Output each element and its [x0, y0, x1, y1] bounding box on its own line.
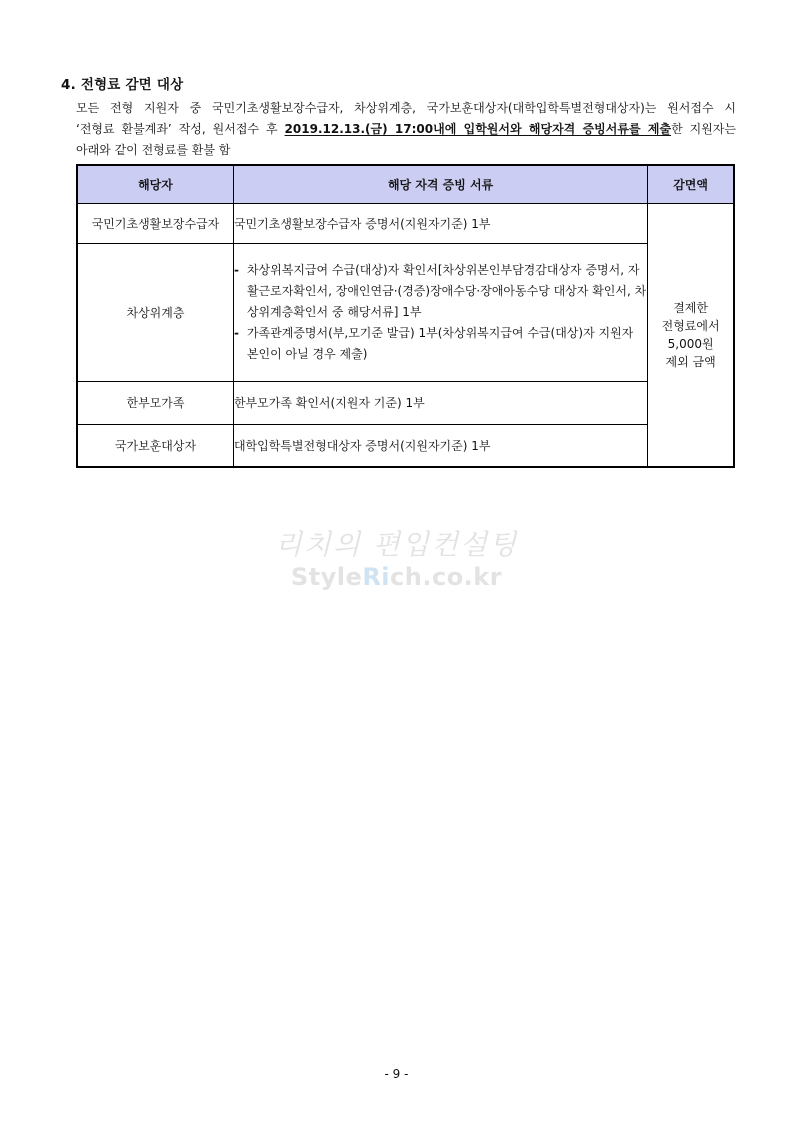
- header-reduction: 감면액: [648, 165, 734, 203]
- bullet-mark: -: [233, 325, 239, 340]
- document-cell: 한부모가족 확인서(지원자 기준) 1부: [233, 381, 647, 424]
- document-cell: [233, 243, 647, 381]
- eligible-cell: 차상위계층: [77, 243, 233, 381]
- watermark-script: 리치의 편입컨설팅: [274, 528, 519, 561]
- reduction-amount-cell: [648, 203, 734, 467]
- document-bullet: [234, 260, 647, 323]
- bullet-text: 가족관계증명서(부,모기준 발급) 1부(차상위복지급여 수급(대상)자 지원자 본인이 아닐 경우 제출): [246, 325, 634, 361]
- page-number: - 9 -: [384, 1067, 409, 1081]
- document-cell: 국민기초생활보장수급자 증명서(지원자기준) 1부: [233, 203, 647, 243]
- intro-line-2: [76, 119, 736, 140]
- section-title: 4. 전형료 감면 대상: [61, 77, 184, 93]
- fee-reduction-table: [76, 164, 735, 468]
- table-row: [77, 424, 734, 467]
- table-row: [77, 203, 734, 243]
- header-documents: 해당 자격 증빙 서류: [233, 165, 647, 203]
- bullet-mark: -: [233, 262, 239, 277]
- intro-paragraph: [76, 98, 736, 161]
- eligible-cell: 국가보훈대상자: [77, 424, 233, 467]
- watermark-brand-accent: Ri: [362, 563, 391, 591]
- intro-line-3: 아래와 같이 전형료를 환불 함: [76, 143, 231, 157]
- intro-line-1: 모든 전형 지원자 중 국민기초생활보장수급자, 차상위계층, 국가보훈대상자(대학입학특별전형대상자)는 원서접수 시: [76, 101, 736, 115]
- amount-line: 결제한: [673, 300, 708, 315]
- watermark-brand-prefix: Style: [290, 563, 363, 591]
- header-eligible: 해당자: [77, 165, 233, 203]
- document-bullet: [234, 323, 647, 365]
- amount-line: 제외 금액: [665, 354, 716, 369]
- document-cell: 대학입학특별전형대상자 증명서(지원자기준) 1부: [233, 424, 647, 467]
- table-row: [77, 243, 734, 381]
- eligible-cell: 한부모가족: [77, 381, 233, 424]
- intro-line-2-start: ‘전형료 환불계좌’ 작성, 원서접수 후: [76, 122, 285, 136]
- table-header-row: [77, 165, 734, 203]
- watermark-brand-suffix: ch.co.kr: [390, 563, 503, 591]
- watermark-brand: [0, 563, 793, 591]
- bullet-text: 차상위복지급여 수급(대상)자 확인서[차상위본인부담경감대상자 증명서, 자활근로자확인서, 장애인연금·(경증)장애수당·장애아동수당 대상자 확인서, 차상위계층확인서 중 해당서류] 1부: [246, 262, 647, 319]
- intro-line-2-end: 한 지원자는: [671, 122, 736, 136]
- amount-line: 5,000원: [667, 336, 714, 351]
- table-row: [77, 381, 734, 424]
- intro-deadline-emphasis: 2019.12.13.(금) 17:00내에 입학원서와 해당자격 증빙서류를 제출: [284, 122, 672, 136]
- eligible-cell: 국민기초생활보장수급자: [77, 203, 233, 243]
- amount-line: 전형료에서: [661, 318, 720, 333]
